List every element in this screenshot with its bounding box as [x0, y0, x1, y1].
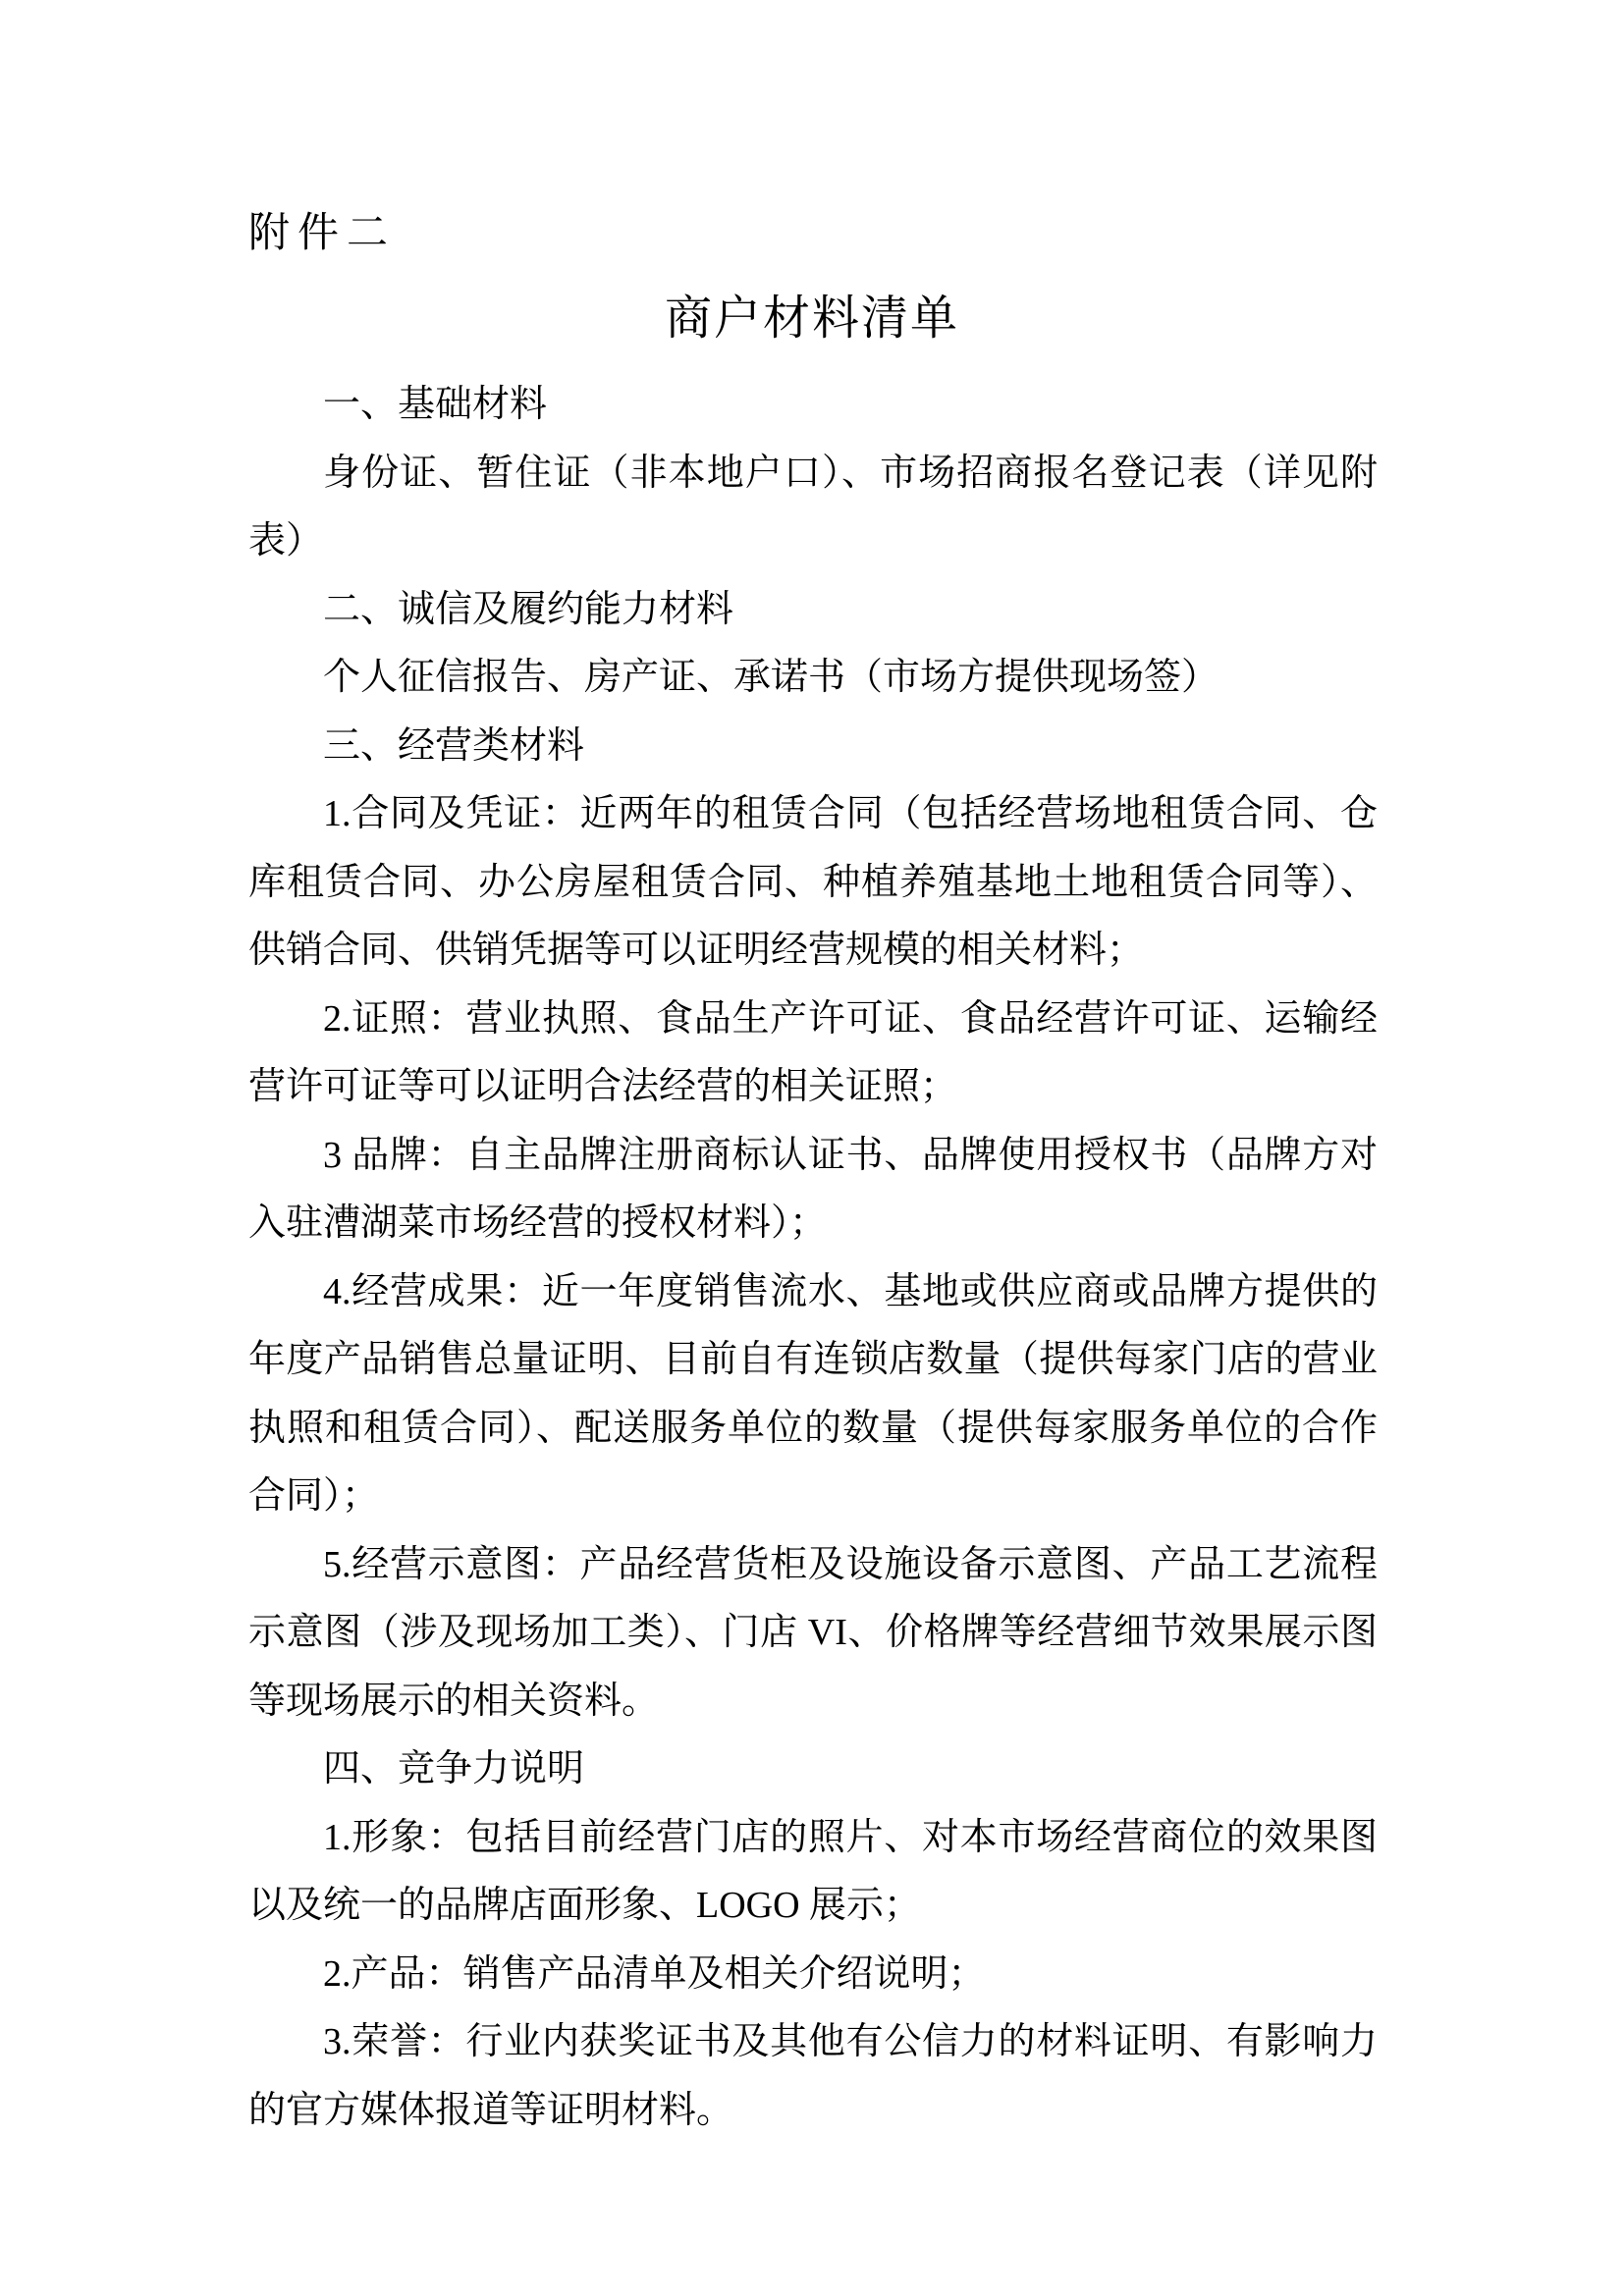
paragraph: 三、经营类材料: [323, 724, 585, 767]
paragraph: 2.产品：销售产品清单及相关介绍说明；: [323, 1952, 986, 1995]
paragraph: 一、基础材料: [323, 384, 548, 425]
paragraph: 二、诚信及履约能力材料: [323, 588, 734, 630]
paragraph: 个人征信报告、房产证、承诺书（市场方提供现场签）: [323, 657, 1219, 698]
document-title: 商户材料清单: [664, 293, 959, 345]
paragraph: 3.荣誉：行业内获奖证书及其他有公信力的材料证明、有影响力的官方媒体报道等证明材料。: [248, 2021, 1378, 2131]
document-body: [248, 371, 1378, 2145]
paragraph: 2.证照：营业执照、食品生产许可证、食品经营许可证、运输经营许可证等可以证明合法经营的相关证照；: [248, 997, 1378, 1107]
paragraph: 1.合同及凭证：近两年的租赁合同（包括经营场地租赁合同、仓库租赁合同、办公房屋租赁合同、种植养殖基地土地租赁合同等）、供销合同、供销凭据等可以证明经营规模的相关材料；: [248, 793, 1378, 971]
paragraph: 身份证、暂住证（非本地户口）、市场招商报名登记表（详见附表）: [248, 452, 1378, 561]
attachment-label: 附件二: [248, 211, 397, 256]
paragraph: 四、竞争力说明: [323, 1748, 585, 1789]
paragraph: 5.经营示意图：产品经营货柜及设施设备示意图、产品工艺流程示意图（涉及现场加工类）、门店 VI、价格牌等经营细节效果展示图等现场展示的相关资料。: [248, 1543, 1378, 1722]
paragraph: 4.经营成果：近一年度销售流水、基地或供应商或品牌方提供的年度产品销售总量证明、目前自有连锁店数量（提供每家门店的营业执照和租赁合同）、配送服务单位的数量（提供每家服务单位的合作合同）；: [248, 1270, 1378, 1517]
paragraph: 3 品牌：自主品牌注册商标认证书、品牌使用授权书（品牌方对入驻漕湖菜市场经营的授权材料）；: [248, 1134, 1378, 1244]
paragraph: 1.形象：包括目前经营门店的照片、对本市场经营商位的效果图以及统一的品牌店面形象、LOGO 展示；: [248, 1816, 1378, 1926]
